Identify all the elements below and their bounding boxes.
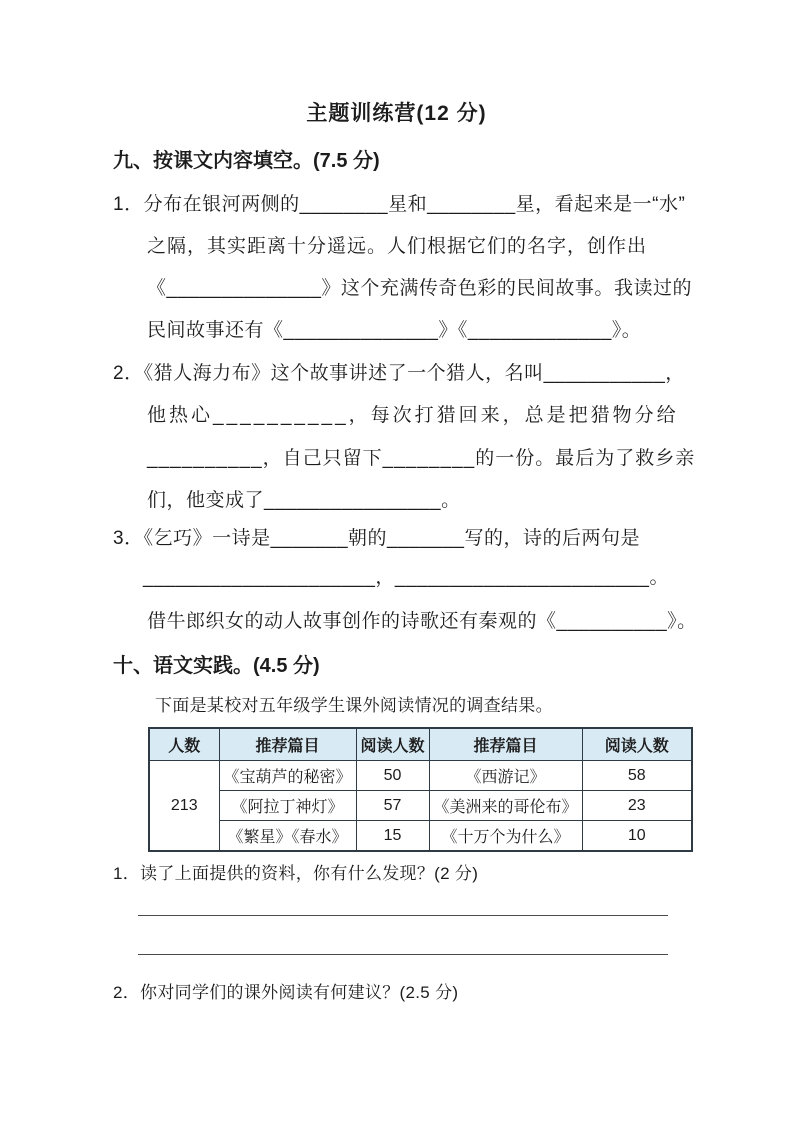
table-row	[149, 791, 692, 821]
answer-line	[138, 897, 668, 916]
book-title-cell: 《美洲来的哥伦布》	[429, 791, 582, 821]
q9-2-line2: 他热心__________，每次打猎回来，总是把猎物分给	[147, 405, 679, 426]
q9-2-line4: 们，他变成了________________。	[147, 490, 461, 511]
book-title-cell: 《阿拉丁神灯》	[219, 791, 356, 821]
book-title-cell: 《繁星》《春水》	[219, 821, 356, 852]
survey-table	[148, 727, 693, 852]
header-cell-yuedu-2: 阅读人数	[582, 728, 692, 761]
q9-2-line1: 2．《猎人海力布》这个故事讲述了一个猎人，名叫___________，	[113, 363, 685, 384]
q10-1-text: 1．读了上面提供的资料，你有什么发现？(2 分)	[113, 864, 479, 883]
survey-intro: 下面是某校对五年级学生课外阅读情况的调查结果。	[155, 696, 553, 715]
table-header-row	[149, 728, 692, 761]
header-cell-tuijian-2: 推荐篇目	[429, 728, 582, 761]
q9-3-line3: 借牛郎织女的动人故事创作的诗歌还有秦观的《__________》。	[147, 611, 697, 632]
header-cell-renshu: 人数	[149, 728, 219, 761]
q9-1-line3: 《______________》这个充满传奇色彩的民间故事。我读过的	[147, 278, 692, 299]
q9-2-line3: __________，自己只留下________的一份。最后为了救乡亲	[147, 448, 696, 469]
q9-1-line4: 民间故事还有《______________》《_____________》。	[147, 320, 642, 341]
header-cell-tuijian-1: 推荐篇目	[219, 728, 356, 761]
q9-3-line2: _____________________，_______________________。	[143, 567, 669, 588]
reader-count-cell: 23	[582, 791, 692, 821]
reader-count-cell: 58	[582, 761, 692, 791]
page-title: 主题训练营(12 分)	[306, 102, 487, 125]
q10-2-text: 2．你对同学们的课外阅读有何建议？(2.5 分)	[113, 983, 459, 1002]
book-title-cell: 《十万个为什么》	[429, 821, 582, 852]
book-title-cell: 《西游记》	[429, 761, 582, 791]
reader-count-cell: 50	[356, 761, 429, 791]
table-row	[149, 821, 692, 852]
answer-line	[138, 936, 668, 955]
header-cell-yuedu-1: 阅读人数	[356, 728, 429, 761]
reader-count-cell: 57	[356, 791, 429, 821]
book-title-cell: 《宝葫芦的秘密》	[219, 761, 356, 791]
q9-1-line1: 1．分布在银河两侧的________星和________星，看起来是一“水”	[113, 194, 686, 215]
table-row	[149, 761, 692, 791]
section-9-heading: 九、按课文内容填空。(7.5 分)	[113, 150, 380, 172]
q9-3-line1: 3．《乞巧》一诗是_______朝的_______写的，诗的后两句是	[113, 528, 641, 549]
total-count-cell: 213	[149, 761, 219, 852]
section-10-heading: 十、语文实践。(4.5 分)	[113, 655, 320, 677]
q9-1-line2: 之隔，其实距离十分遥远。人们根据它们的名字，创作出	[147, 236, 648, 257]
reader-count-cell: 15	[356, 821, 429, 852]
reader-count-cell: 10	[582, 821, 692, 852]
